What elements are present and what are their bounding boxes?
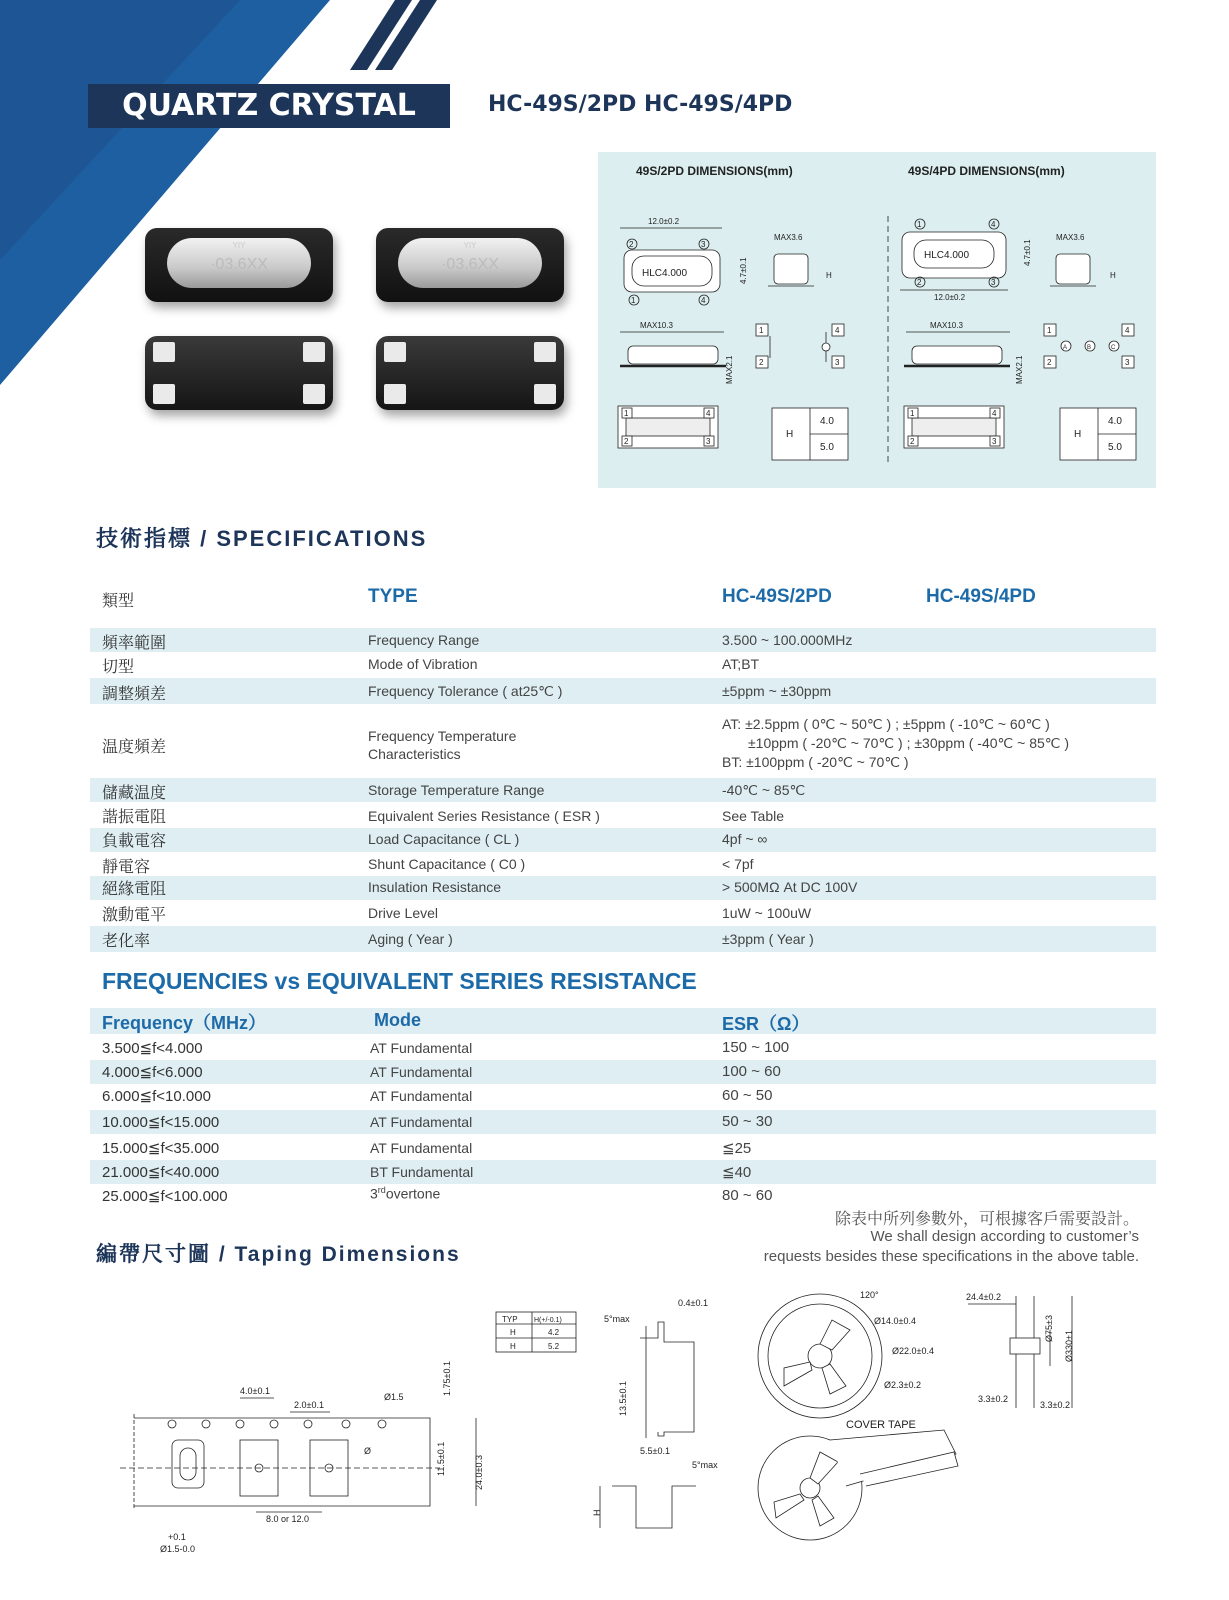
svg-text:5.0: 5.0 — [820, 442, 834, 453]
svg-text:2: 2 — [910, 437, 915, 446]
svg-text:H: H — [592, 1509, 602, 1516]
svg-text:3: 3 — [992, 437, 997, 446]
svg-text:H: H — [786, 429, 794, 440]
svg-text:Ø1.5-0.0: Ø1.5-0.0 — [160, 1544, 196, 1554]
svg-text:Ø75±3: Ø75±3 — [1044, 1315, 1054, 1342]
svg-text:4: 4 — [706, 409, 711, 418]
svg-text:B: B — [1087, 345, 1092, 351]
svg-text:2: 2 — [917, 278, 922, 287]
svg-text:4.2: 4.2 — [548, 1328, 560, 1337]
svg-text:120°: 120° — [860, 1290, 879, 1300]
spec-header-model2: HC-49S/4PD — [926, 586, 1036, 607]
svg-text:Ø14.0±0.4: Ø14.0±0.4 — [874, 1316, 916, 1326]
crystal-photo-bottom-1 — [145, 336, 333, 410]
svg-text:+0.1: +0.1 — [168, 1532, 186, 1542]
svg-text:3: 3 — [991, 278, 996, 287]
crystal-photo-bottom-2 — [376, 336, 564, 410]
svg-text:1: 1 — [917, 220, 922, 229]
svg-text:Ø1.5: Ø1.5 — [384, 1392, 404, 1402]
spec-row: 絕緣電阻 Insulation Resistance > 500MΩ At DC 100V — [90, 876, 1156, 900]
esr-row: 6.000≦f<10.000 AT Fundamental 60 ~ 50 — [102, 1087, 773, 1105]
spec-row: 温度頻差 Frequency Temperature Characteristics AT: ±2.5ppm ( 0℃ ~ 50℃ ) ; ±5ppm ( -10℃ ~ 60℃ ) ±10ppm ( -20℃ ~ 70℃ ) ; ±30ppm ( -40℃ ~ 85℃ ) BT: ±100ppm ( -20℃ ~ 70℃ ) — [102, 716, 1070, 770]
svg-text:5°max: 5°max — [692, 1460, 718, 1470]
custom-design-note-en-1: We shall design according to customer’s — [870, 1228, 1139, 1245]
svg-text:4.0±0.1: 4.0±0.1 — [240, 1386, 270, 1396]
svg-text:13.5±0.1: 13.5±0.1 — [618, 1381, 628, 1416]
svg-text:5.5±0.1: 5.5±0.1 — [640, 1446, 670, 1456]
svg-text:4: 4 — [992, 409, 997, 418]
svg-text:3: 3 — [835, 358, 840, 367]
svg-text:1: 1 — [631, 296, 636, 305]
custom-design-note-en-2: requests besides these specifications in the above table. — [763, 1248, 1139, 1265]
svg-text:1: 1 — [910, 409, 915, 418]
esr-row: 21.000≦f<40.000 BT Fundamental ≦40 — [90, 1160, 1156, 1184]
spec-header-cn: 類型 — [102, 593, 135, 610]
svg-text:MAX10.3: MAX10.3 — [640, 321, 673, 330]
spec-row: 頻率範圍 Frequency Range 3.500 ~ 100.000MHz — [90, 628, 1156, 652]
svg-text:HLC4.000: HLC4.000 — [924, 250, 970, 261]
svg-text:11.5±0.1: 11.5±0.1 — [436, 1441, 446, 1476]
svg-text:MAX3.6: MAX3.6 — [1056, 233, 1085, 242]
crystal-photo-top-2: YIY ·03.6XX — [376, 228, 564, 302]
esr-header-row: Frequency（MHz） Mode ESR（Ω） — [90, 1008, 1156, 1034]
spec-header-model1: HC-49S/2PD — [722, 586, 832, 607]
taping-drawings — [0, 1290, 1229, 1590]
dimensions-panel — [598, 152, 1156, 488]
dimension-drawings — [598, 152, 1156, 488]
svg-text:2: 2 — [624, 437, 629, 446]
svg-text:4.0: 4.0 — [820, 416, 834, 427]
dimensions-2pd-title: 49S/2PD DIMENSIONS(mm) — [636, 164, 793, 178]
model-title: HC-49S/2PD HC-49S/4PD — [488, 92, 793, 117]
page-title: QUARTZ CRYSTAL UNIT — [88, 84, 450, 128]
svg-text:H: H — [1074, 429, 1082, 440]
svg-text:4: 4 — [991, 220, 996, 229]
spec-row: 諧振電阻 Equivalent Series Resistance ( ESR ) See Table — [102, 808, 785, 826]
svg-text:12.0±0.2: 12.0±0.2 — [648, 217, 680, 226]
svg-text:2: 2 — [759, 358, 764, 367]
svg-text:12.0±0.2: 12.0±0.2 — [934, 293, 966, 302]
svg-text:3.3±0.2: 3.3±0.2 — [1040, 1400, 1070, 1410]
svg-text:4: 4 — [701, 296, 706, 305]
spec-row: 激動電平 Drive Level 1uW ~ 100uW — [102, 905, 812, 924]
esr-row: 4.000≦f<6.000 AT Fundamental 100 ~ 60 — [90, 1060, 1156, 1084]
svg-text:0.4±0.1: 0.4±0.1 — [678, 1298, 708, 1308]
svg-text:8.0 or 12.0: 8.0 or 12.0 — [266, 1514, 310, 1524]
specifications-heading: 技術指標 / SPECIFICATIONS — [96, 526, 428, 551]
svg-text:HLC4.000: HLC4.000 — [642, 268, 688, 279]
taping-heading: 編帶尺寸圖 / Taping Dimensions — [96, 1243, 461, 1266]
svg-text:H: H — [826, 271, 832, 280]
svg-text:5°max: 5°max — [604, 1314, 630, 1324]
custom-design-note-cn: 除表中所列參數外，可根據客戶需要設計。 — [834, 1211, 1139, 1228]
svg-text:2: 2 — [629, 240, 634, 249]
svg-text:TYP: TYP — [502, 1315, 518, 1324]
svg-text:A: A — [1063, 345, 1068, 351]
spec-header-row — [90, 586, 1156, 616]
dimensions-4pd-title: 49S/4PD DIMENSIONS(mm) — [908, 164, 1065, 178]
svg-text:1: 1 — [1047, 326, 1052, 335]
svg-text:1: 1 — [759, 326, 764, 335]
svg-text:H: H — [1110, 271, 1116, 280]
svg-text:MAX10.3: MAX10.3 — [930, 321, 963, 330]
svg-text:MAX2.1: MAX2.1 — [1015, 355, 1024, 384]
svg-text:2: 2 — [1047, 358, 1052, 367]
svg-text:5.0: 5.0 — [1108, 442, 1122, 453]
svg-text:4: 4 — [835, 326, 840, 335]
esr-title: FREQUENCIES vs EQUIVALENT SERIES RESISTANCE — [102, 968, 697, 994]
svg-text:5.2: 5.2 — [548, 1342, 560, 1351]
svg-text:C: C — [1111, 345, 1116, 351]
svg-text:Ø330±1: Ø330±1 — [1064, 1330, 1074, 1362]
svg-text:2.0±0.1: 2.0±0.1 — [294, 1400, 324, 1410]
svg-text:COVER TAPE: COVER TAPE — [846, 1419, 916, 1431]
svg-text:H(+/-0.1): H(+/-0.1) — [534, 1317, 562, 1324]
svg-text:MAX2.1: MAX2.1 — [725, 355, 734, 384]
svg-text:1: 1 — [624, 409, 629, 418]
svg-text:1.75±0.1: 1.75±0.1 — [442, 1361, 452, 1396]
svg-text:3: 3 — [1125, 358, 1130, 367]
svg-text:Ø2.3±0.2: Ø2.3±0.2 — [884, 1380, 921, 1390]
svg-text:4: 4 — [1125, 326, 1130, 335]
spec-row: 儲藏温度 Storage Temperature Range -40℃ ~ 85℃ — [90, 778, 1156, 802]
svg-text:4.7±0.1: 4.7±0.1 — [739, 257, 748, 284]
spec-row: 老化率 Aging ( Year ) ±3ppm ( Year ) — [90, 926, 1156, 952]
crystal-photo-top-1: YIY ·03.6XX — [145, 228, 333, 302]
svg-text:3.3±0.2: 3.3±0.2 — [978, 1394, 1008, 1404]
esr-row: 10.000≦f<15.000 AT Fundamental 50 ~ 30 — [90, 1110, 1156, 1134]
svg-text:H: H — [510, 1342, 516, 1351]
svg-text:3: 3 — [706, 437, 711, 446]
spec-row: 靜電容 Shunt Capacitance ( C0 ) < 7pf — [102, 856, 754, 876]
svg-text:4.7±0.1: 4.7±0.1 — [1023, 239, 1032, 266]
svg-text:3: 3 — [701, 240, 706, 249]
svg-text:24.4±0.2: 24.4±0.2 — [966, 1292, 1001, 1302]
svg-text:Ø: Ø — [364, 1446, 372, 1456]
spec-row: 調整頻差 Frequency Tolerance ( at25℃ ) ±5ppm ~ ±30ppm — [90, 678, 1156, 704]
svg-text:MAX3.6: MAX3.6 — [774, 233, 803, 242]
spec-row: 負載電容 Load Capacitance ( CL ) 4pf ~ ∞ — [90, 828, 1156, 852]
svg-text:Ø22.0±0.4: Ø22.0±0.4 — [892, 1346, 934, 1356]
svg-text:24.0±0.3: 24.0±0.3 — [474, 1455, 484, 1490]
esr-row: 3.500≦f<4.000 AT Fundamental 150 ~ 100 — [102, 1039, 790, 1057]
spec-header-type: TYPE — [368, 586, 418, 607]
svg-text:H: H — [510, 1328, 516, 1337]
spec-row: 切型 Mode of Vibration AT;BT — [102, 656, 760, 676]
svg-text:4.0: 4.0 — [1108, 416, 1122, 427]
esr-row: 15.000≦f<35.000 AT Fundamental ≦25 — [102, 1140, 752, 1157]
esr-row: 25.000≦f<100.000 3rdovertone 80 ~ 60 — [102, 1185, 773, 1205]
